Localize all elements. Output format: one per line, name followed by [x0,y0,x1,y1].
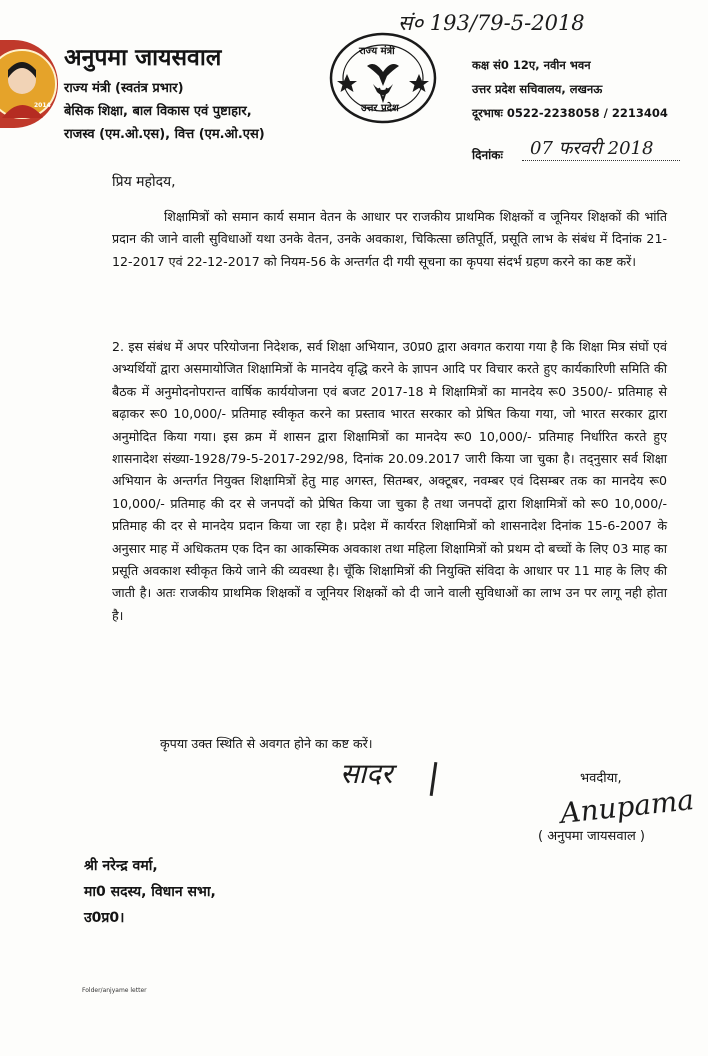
signature: Anupama [558,783,696,830]
recipient-state: उ0प्र0। [84,910,125,926]
salutation: प्रिय महोदय, [112,174,176,190]
footer-file-note: Folder/anjyame letter [82,987,147,994]
closing-request: कृपया उक्त स्थिति से अवगत होने का कष्ट करें। [160,736,373,751]
recipient-designation: मा0 सदस्य, विधान सभा, [84,884,216,900]
handwritten-margin-note: सादर [340,757,393,790]
role-line-2: बेसिक शिक्षा, बाल विकास एवं पुष्टाहार, [64,104,252,119]
valediction: भवदीया, [580,771,622,786]
date-value: 07 फरवरी 2018 [530,138,654,159]
paragraph-2: 2. इस संबंध में अपर परियोजना निदेशक, सर्व शिक्षा अभियान, उ0प्र0 द्वारा अवगत कराया गया है कि शिक्षा मित्र संघों एवं अभ्यर्थियों द्वारा असमायोजित शिक्षामित्रों के मानदेय वृद्धि करने के ज्ञापन आदि पर विचार करते हुए कार्यकारिणी समिति की बैठक में अनुमोदनोपरान्त वार्षिक कार्ययोजना एवं बजट 2017-18 मे शिक्षामित्रों का मानदेय रू0 3500/- प्रतिमाह से बढ़ाकर रू0 10,000/- प्रतिमाह स्वीकृत करने का प्रस्ताव भारत सरकार को प्रेषित किया गया, जो भारत सरकार द्वारा अनुमोदित किया गया। इस क्रम में शासन द्वारा शिक्षामित्रों का मानदेय रू0 10,000/- प्रतिमाह निर्धारित करते हुए शासनादेश संख्या-1928/79-5-2017-292/98, दिनांक 20.09.2017 जारी किया जा चुका है। तद्नुसार सर्व शिक्षा अभियान के अन्तर्गत नियुक्त शिक्षामित्रों हेतु माह अगस्त, सितम्बर, अक्टूबर, नवम्बर एवं दिसम्बर तक का मानदेय रू0 10,000/- प्रतिमाह की दर से जनपदों को प्रेषित किया जा चुका है तथा जनपदों द्वारा शिक्षामित्रों को रू0 10,000/- प्रतिमाह की दर से मानदेय प्रदान किया जा रहा है। प्रदेश में कार्यरत शिक्षामित्रों को शासनादेश दिनांक 15-6-2007 के अनुसार माह में अधिकतम एक दिन का आकस्मिक अवकाश तथा महिला शिक्षामित्रों को प्रथम दो बच्चों के लिए 03 माह का प्रसूति अवकाश स्वीकृत किये जाने की व्यवस्था है। चूँकि शिक्षामित्रों की नियुक्ति संविदा के आधार पर 11 माह के लिए की जाती है। अतः राजकीय प्राथमिक शिक्षकों व जूनियर शिक्षकों को दी जाने वाली सुविधाओं का लाभ उन पर लागू नही होता है। [112,339,667,623]
date-dotted-line [522,160,680,161]
recipient-name: श्री नरेन्द्र वर्मा, [84,858,158,874]
paragraph-1: शिक्षामित्रों को समान कार्य समान वेतन के आधार पर राजकीय प्राथमिक शिक्षकों व जूनियर शिक्षकों की भांति प्रदान की जाने वाली सुविधाओं यथा उनके वेतन, उनके अवकाश, चिकित्सा छतिपूर्ति, प्रसूति लाभ के संबंध में दिनांक 21-12-2017 एवं 22-12-2017 को नियम-56 के अन्तर्गत दी गयी सूचना का कृपया संदर्भ ग्रहण करने का कष्ट करें। [112,209,667,269]
role-line-1: राज्य मंत्री (स्वतंत्र प्रभार) [64,81,184,96]
photo-year: 2014 [34,102,51,109]
office-address-line-1: कक्ष सं0 12ए, नवीन भवन [472,58,591,72]
up-state-emblem [327,30,439,126]
role-line-3: राजस्व (एम.ओ.एस), वित्त (एम.ओ.एस) [64,127,265,142]
dispatch-number: सं० 193/79-5-2018 [398,11,585,35]
office-phone: दूरभाषः 0522-2238058 / 2213404 [472,106,668,120]
emblem-top-text: राज्य मंत्री [359,46,395,57]
minister-photo [0,40,58,128]
office-address-line-2: उत्तर प्रदेश सचिवालय, लखनऊ [472,82,603,96]
note-stroke [430,762,438,796]
emblem-bottom-text: उत्तर प्रदेश [361,103,399,114]
minister-name: अनुपमा जायसवाल [64,45,222,71]
signatory-name: ( अनुपमा जायसवाल ) [538,829,645,844]
date-label: दिनांकः [472,148,503,162]
